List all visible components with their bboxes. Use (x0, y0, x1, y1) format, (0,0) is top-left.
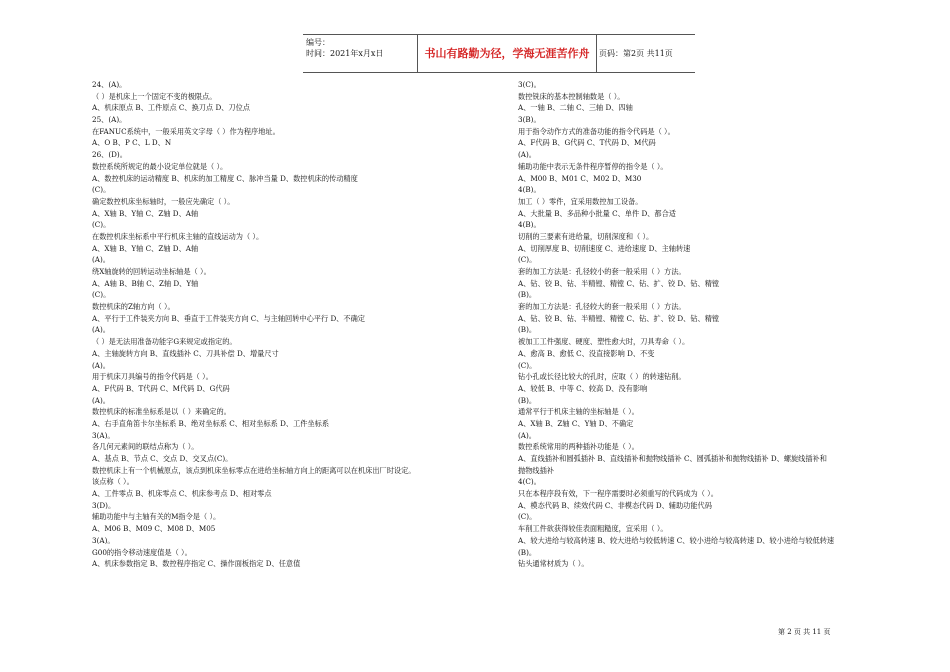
text-line: 加工（ ）零件，宜采用数控加工设备。 (518, 196, 643, 206)
left-column (92, 79, 502, 570)
text-line: A、X轴 B、Y轴 C、Z轴 D、A轴 (92, 208, 199, 218)
text-line: (B)。 (518, 290, 537, 300)
text-line: （ ）是无法用准备功能字G来规定或指定的。 (92, 337, 237, 347)
text-line: (B)。 (518, 395, 537, 405)
header-motto: 书山有路勤为径，学海无涯苦作舟 (418, 35, 597, 72)
text-line: 只在本程序段有效，下一程序需要时必须重写的代码成为（ ）。 (518, 489, 718, 499)
text-line: A、F代码 B、G代码 C、T代码 D、M代码 (518, 138, 656, 148)
text-line: (A)。 (518, 150, 536, 160)
text-line: (C)。 (518, 512, 537, 522)
text-line: (C)。 (518, 255, 537, 265)
text-line: A、主轴旋转方向 B、直线插补 C、刀具补偿 D、增量尺寸 (92, 348, 279, 358)
page-footer: 第 2 页 共 11 页 (778, 628, 831, 636)
text-line: 3(A)。 (92, 430, 115, 440)
text-line: (A)。 (518, 430, 536, 440)
header-page-label: 页码：第2页 共11页 (599, 49, 673, 58)
text-line: 各几何元素间的联结点称为（ ）。 (92, 442, 199, 452)
text-line: 3(D)。 (92, 500, 116, 510)
text-line: 钻小孔或长径比较大的孔时，应取（ ）的转速钻削。 (518, 372, 686, 382)
text-line: 用于机床刀具编号的指令代码是（ ）。 (92, 372, 213, 382)
header-info-cell (303, 35, 418, 72)
text-line: A、X轴 B、Y轴 C、Z轴 D、A轴 (92, 243, 199, 253)
text-line: A、机床参数指定 B、数控程序指定 C、操作面板指定 D、任意值 (92, 559, 301, 569)
text-line: A、M06 B、M09 C、M08 D、M05 (92, 524, 216, 534)
text-line: A、平行于工件装夹方向 B、垂直于工件装夹方向 C、与主轴回转中心平行 D、不确定 (92, 313, 365, 323)
text-line: 绕X轴旋转的回转运动坐标轴是（ ）。 (92, 267, 211, 276)
text-line: (C)。 (92, 185, 111, 195)
text-line: A、直线插补和圆弧插补 B、直线插补和抛物线插补 C、圆弧插补和抛物线插补 D、螺旋线插补和 (518, 454, 827, 463)
text-line: (B)。 (518, 547, 537, 557)
number-label: 编号： (306, 38, 330, 47)
text-line: A、模态代码 B、续效代码 C、非模态代码 D、辅助功能代码 (518, 500, 712, 510)
text-line: 数控系统所规定的最小设定单位就是（ ）。 (92, 161, 228, 171)
text-line: 数控机床的Z轴方向（ ）。 (92, 302, 175, 312)
text-line: A、较大进给与较高转速 B、较大进给与较低转速 C、较小进给与较高转速 D、较小进给与较低转速 (518, 535, 835, 545)
text-line: A、钻、铰 B、钻、半精镗、精镗 C、钻、扩、铰 D、钻、精镗 (518, 278, 720, 288)
text-line: 抛物线插补 (518, 465, 554, 475)
right-column (518, 79, 928, 570)
text-line: (A)。 (92, 255, 110, 265)
text-line: 4(B)。 (518, 185, 541, 195)
text-line: 3(A)。 (92, 535, 115, 545)
text-line: A、工件零点 B、机床零点 C、机床参考点 D、相对零点 (92, 489, 272, 499)
text-line: (C)。 (92, 220, 111, 230)
text-line: A、右手直角笛卡尔坐标系 B、绝对坐标系 C、相对坐标系 D、工件坐标系 (92, 418, 330, 428)
time-label: 时间：2021年x月x日 (306, 49, 384, 58)
text-line: 该点称（ ）。 (92, 477, 134, 487)
text-line: (B)。 (518, 325, 537, 335)
text-line: A、A轴 B、B轴 C、Z轴 D、Y轴 (92, 278, 199, 288)
text-line: 通常平行于机床主轴的坐标轴是（ ）。 (518, 407, 639, 417)
text-line: 24、(A)。 (92, 80, 127, 89)
text-line: 数控铣床的基本控制轴数是（ ）。 (518, 91, 625, 101)
text-line: 3(B)。 (518, 115, 541, 125)
text-line: A、基点 B、节点 C、交点 D、交叉点(C)。 (92, 454, 233, 463)
text-line: (A)。 (92, 395, 110, 405)
text-line: 数控机床上有一个机械原点，该点到机床坐标零点在进给坐标轴方向上的距离可以在机床出厂时设定。 (92, 465, 416, 475)
text-line: 数控机床的标准坐标系是以（ ）来确定的。 (92, 407, 231, 417)
text-line: 切削的三要素有进给量，切削深度和（ ）。 (518, 231, 654, 241)
text-line: 在FANUC系统中，一般采用英文字母（ ）作为程序地址。 (92, 126, 280, 136)
text-line: 用于指令动作方式的准备功能的指令代码是（ ）。 (518, 126, 675, 136)
text-line: (A)。 (92, 325, 110, 335)
text-line: (C)。 (518, 360, 537, 370)
text-line: 套的加工方法是：孔径较小的套一般采用（ ）方法。 (518, 267, 686, 276)
text-line: 被加工工件强度、硬度、塑性愈大时，刀具寿命（ ）。 (518, 337, 690, 347)
text-line: A、F代码 B、T代码 C、M代码 D、G代码 (92, 383, 230, 393)
text-line: 车削工件欲获得较佳表面粗糙度，宜采用（ ）。 (518, 524, 668, 534)
text-line: A、一轴 B、二轴 C、三轴 D、四轴 (518, 103, 633, 113)
text-line: 4(C)。 (518, 477, 541, 487)
text-line: 钻头通常材质为（ ）。 (518, 559, 589, 569)
text-line: A、机床原点 B、工件原点 C、换刀点 D、刀位点 (92, 103, 250, 113)
page-header (303, 34, 695, 73)
text-line: 辅助功能中与主轴有关的M指令是（ ）。 (92, 512, 221, 522)
text-line: 26、(D)。 (92, 150, 127, 160)
text-line: A、X轴 B、Z轴 C、Y轴 D、不确定 (518, 418, 634, 428)
text-line: A、切削厚度 B、切削速度 C、进给速度 D、主轴转速 (518, 243, 691, 253)
text-line: A、M00 B、M01 C、M02 D、M30 (518, 173, 642, 183)
text-line: A、数控机床的运动精度 B、机床的加工精度 C、脉冲当量 D、数控机床的传动精度 (92, 173, 358, 183)
text-line: A、愈高 B、愈低 C、没直接影响 D、不变 (518, 348, 655, 358)
text-line: 辅助功能中表示无条件程序暂停的指令是（ ）。 (518, 161, 668, 171)
text-line: 确定数控机床坐标轴时，一般应先确定（ ）。 (92, 196, 235, 206)
text-line: (A)。 (92, 360, 110, 370)
text-line: G00的指令移动速度值是（ ）。 (92, 547, 192, 557)
text-line: (C)。 (92, 290, 111, 300)
text-line: A、钻、铰 B、钻、半精镗、精镗 C、钻、扩、铰 D、钻、精镗 (518, 313, 720, 323)
text-line: （ ）是机床上一个固定不变的极限点。 (92, 91, 217, 101)
text-line: 3(C)。 (518, 80, 541, 89)
text-line: 在数控机床坐标系中平行机床主轴的直线运动为（ ）。 (92, 231, 264, 241)
text-line: 数控系统常用的两种插补功能是（ ）。 (518, 442, 639, 452)
text-line: 套的加工方法是：孔径较大的套一般采用（ ）方法。 (518, 302, 686, 312)
text-line: 4(B)。 (518, 220, 541, 230)
text-line: A、较低 B、中等 C、较高 D、没有影响 (518, 383, 648, 393)
text-line: A、O B、P C、L D、N (92, 138, 172, 148)
text-line: 25、(A)。 (92, 115, 127, 125)
text-line: A、大批量 B、多品种小批量 C、单件 D、都合适 (518, 208, 676, 218)
